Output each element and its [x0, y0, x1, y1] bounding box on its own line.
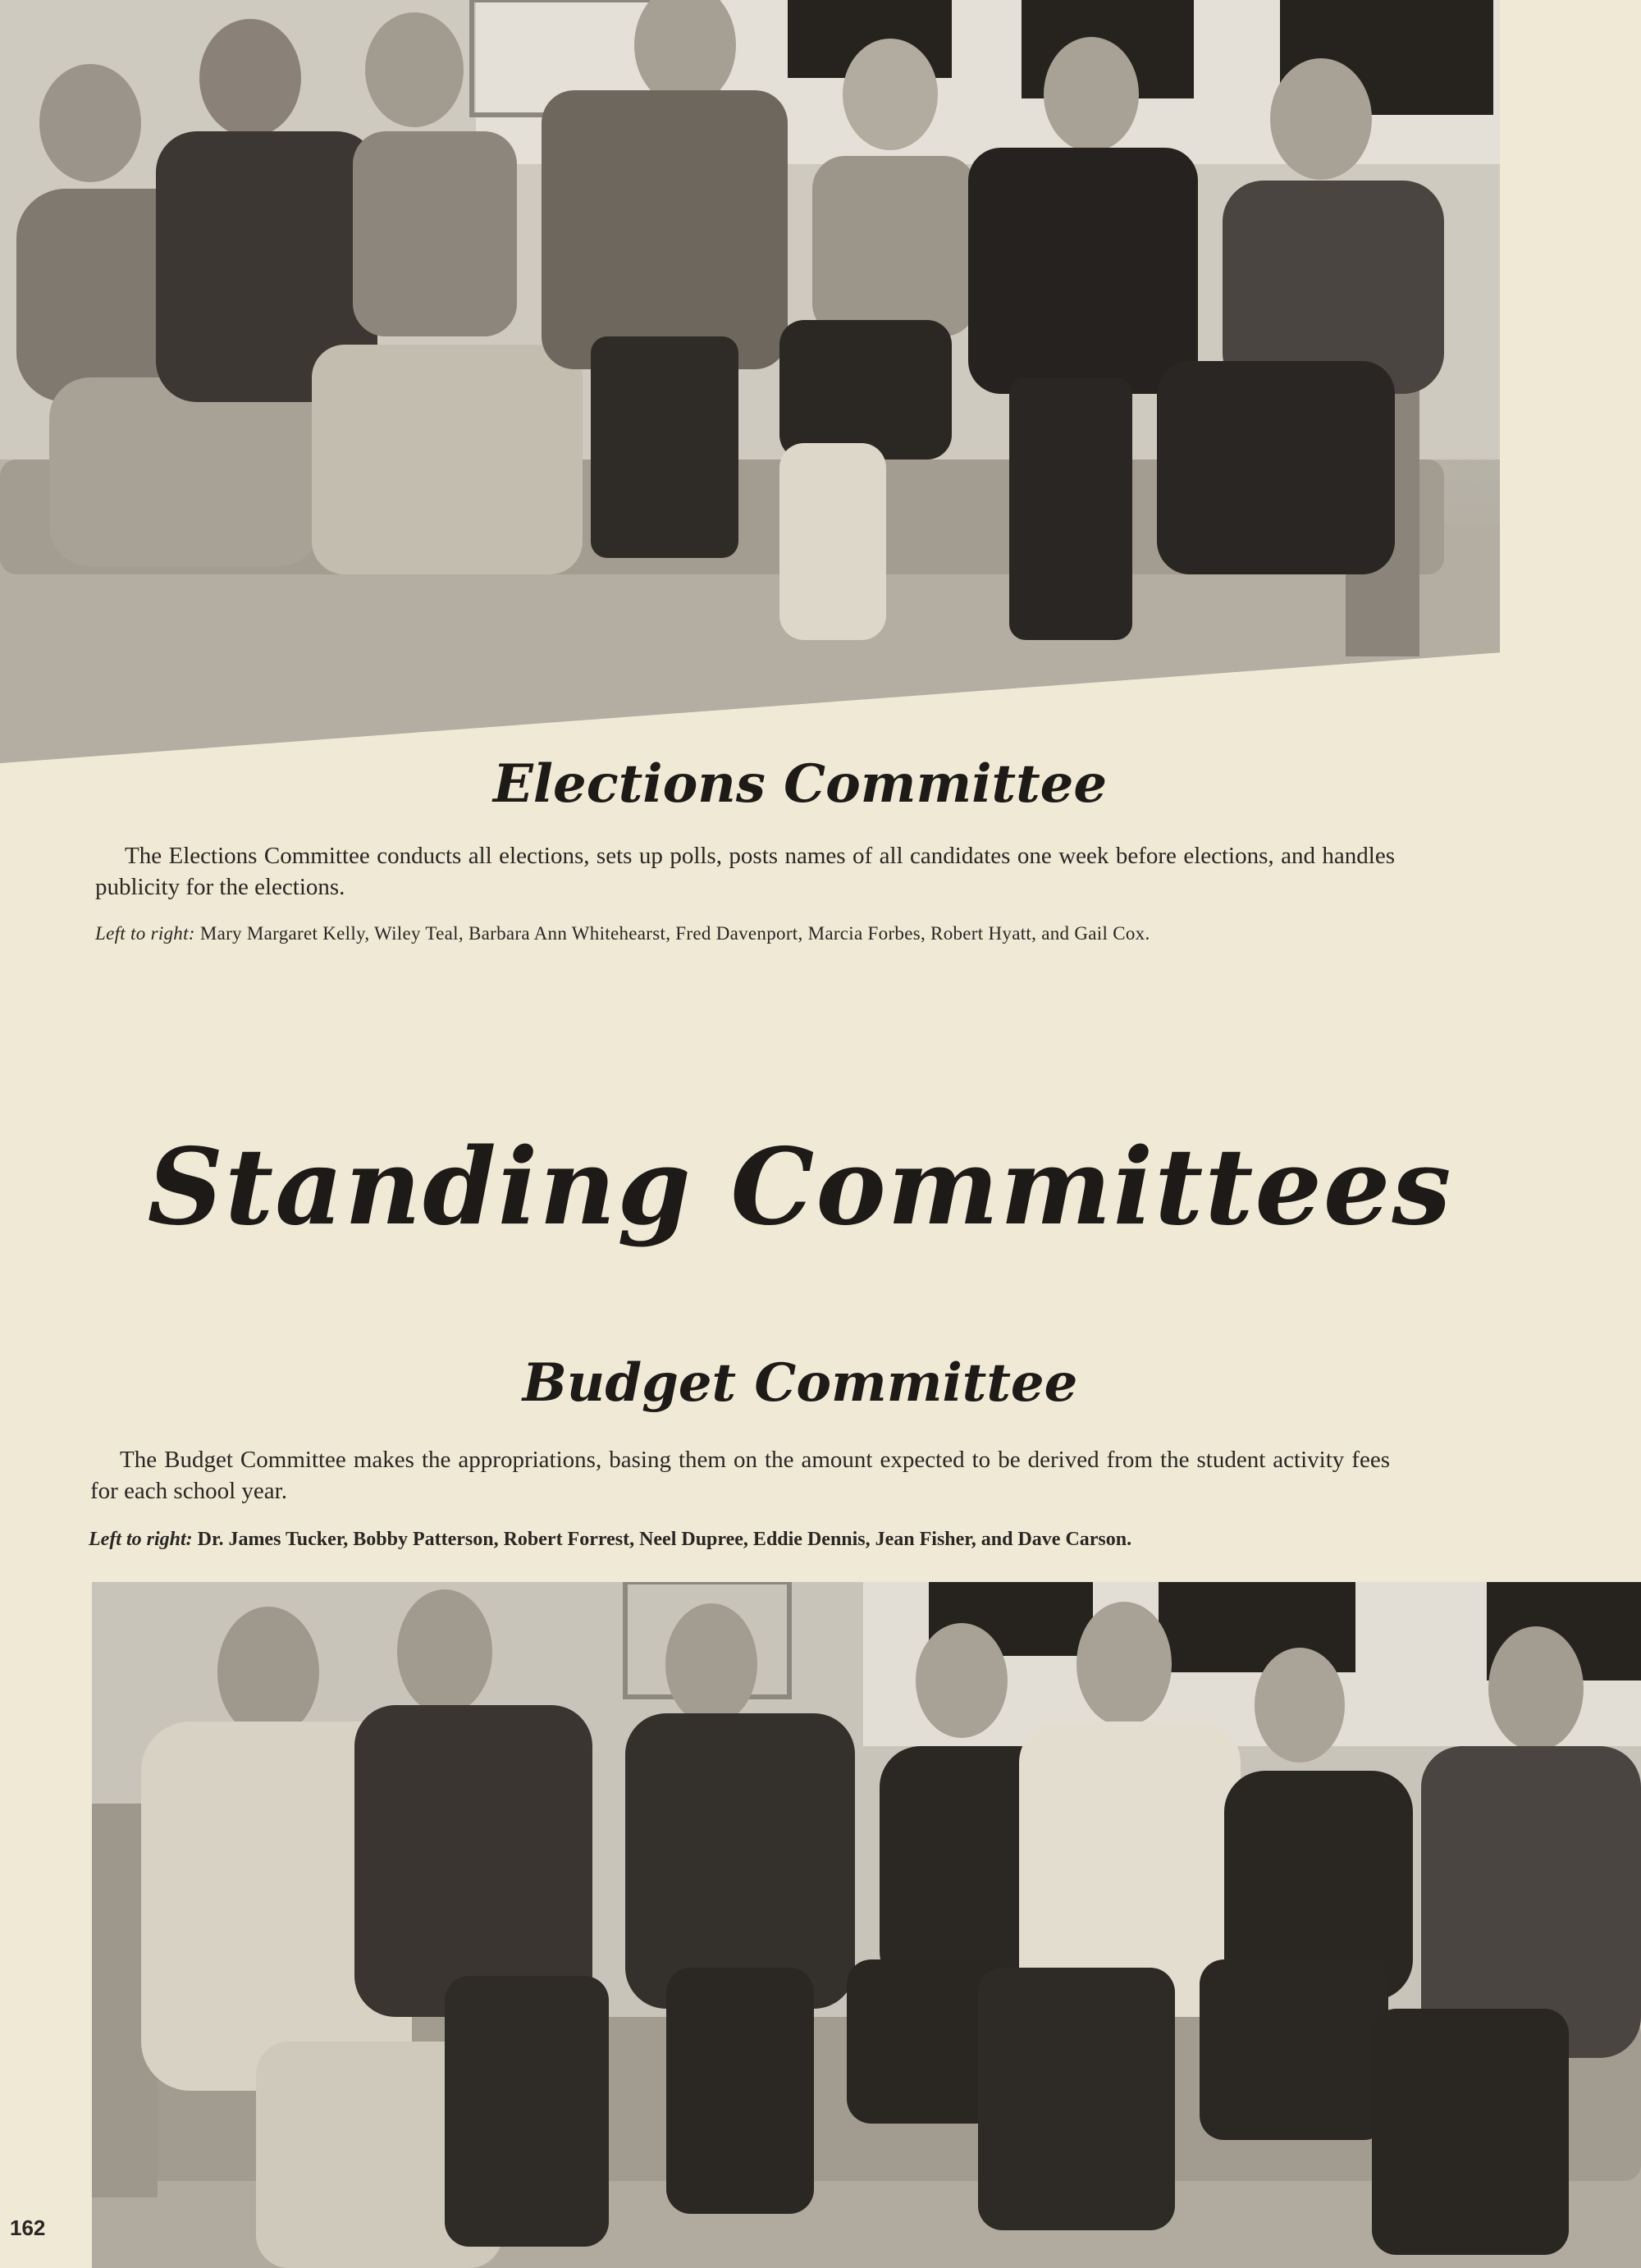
elections-description-text: The Elections Committee conducts all elections, sets up polls, posts names of all candidates one week before elections, and handles publicity for the elections. [95, 843, 1395, 900]
elections-caption-lead: Left to right: [95, 923, 195, 944]
elections-caption-names: Mary Margaret Kelly, Wiley Teal, Barbara Ann Whitehearst, Fred Davenport, Marcia Forbes, Robert Hyatt, and Gail Cox. [199, 923, 1150, 944]
elections-committee-description [95, 840, 1395, 903]
budget-caption-lead: Left to right: [89, 1529, 193, 1550]
budget-committee-caption [89, 1528, 1395, 1551]
budget-photo-illustration [92, 1582, 1641, 2268]
elections-committee-caption [95, 922, 1395, 945]
elections-photo-illustration [0, 0, 1500, 763]
budget-committee-title: Budget Committee [522, 1352, 1078, 1414]
budget-committee-description [90, 1444, 1390, 1507]
budget-committee-photo [92, 1582, 1641, 2268]
standing-committees-title: Standing Committees [147, 1126, 1453, 1249]
budget-caption-names: Dr. James Tucker, Bobby Patterson, Robert Forrest, Neel Dupree, Eddie Dennis, Jean Fisher, and Dave Carson. [197, 1529, 1132, 1550]
page-number: 162 [10, 2215, 46, 2240]
elections-committee-title: Elections Committee [492, 753, 1108, 815]
budget-description-text: The Budget Committee makes the appropriations, basing them on the amount expected to be derived from the student activity fees for each school year. [90, 1447, 1390, 1504]
elections-committee-photo [0, 0, 1500, 763]
